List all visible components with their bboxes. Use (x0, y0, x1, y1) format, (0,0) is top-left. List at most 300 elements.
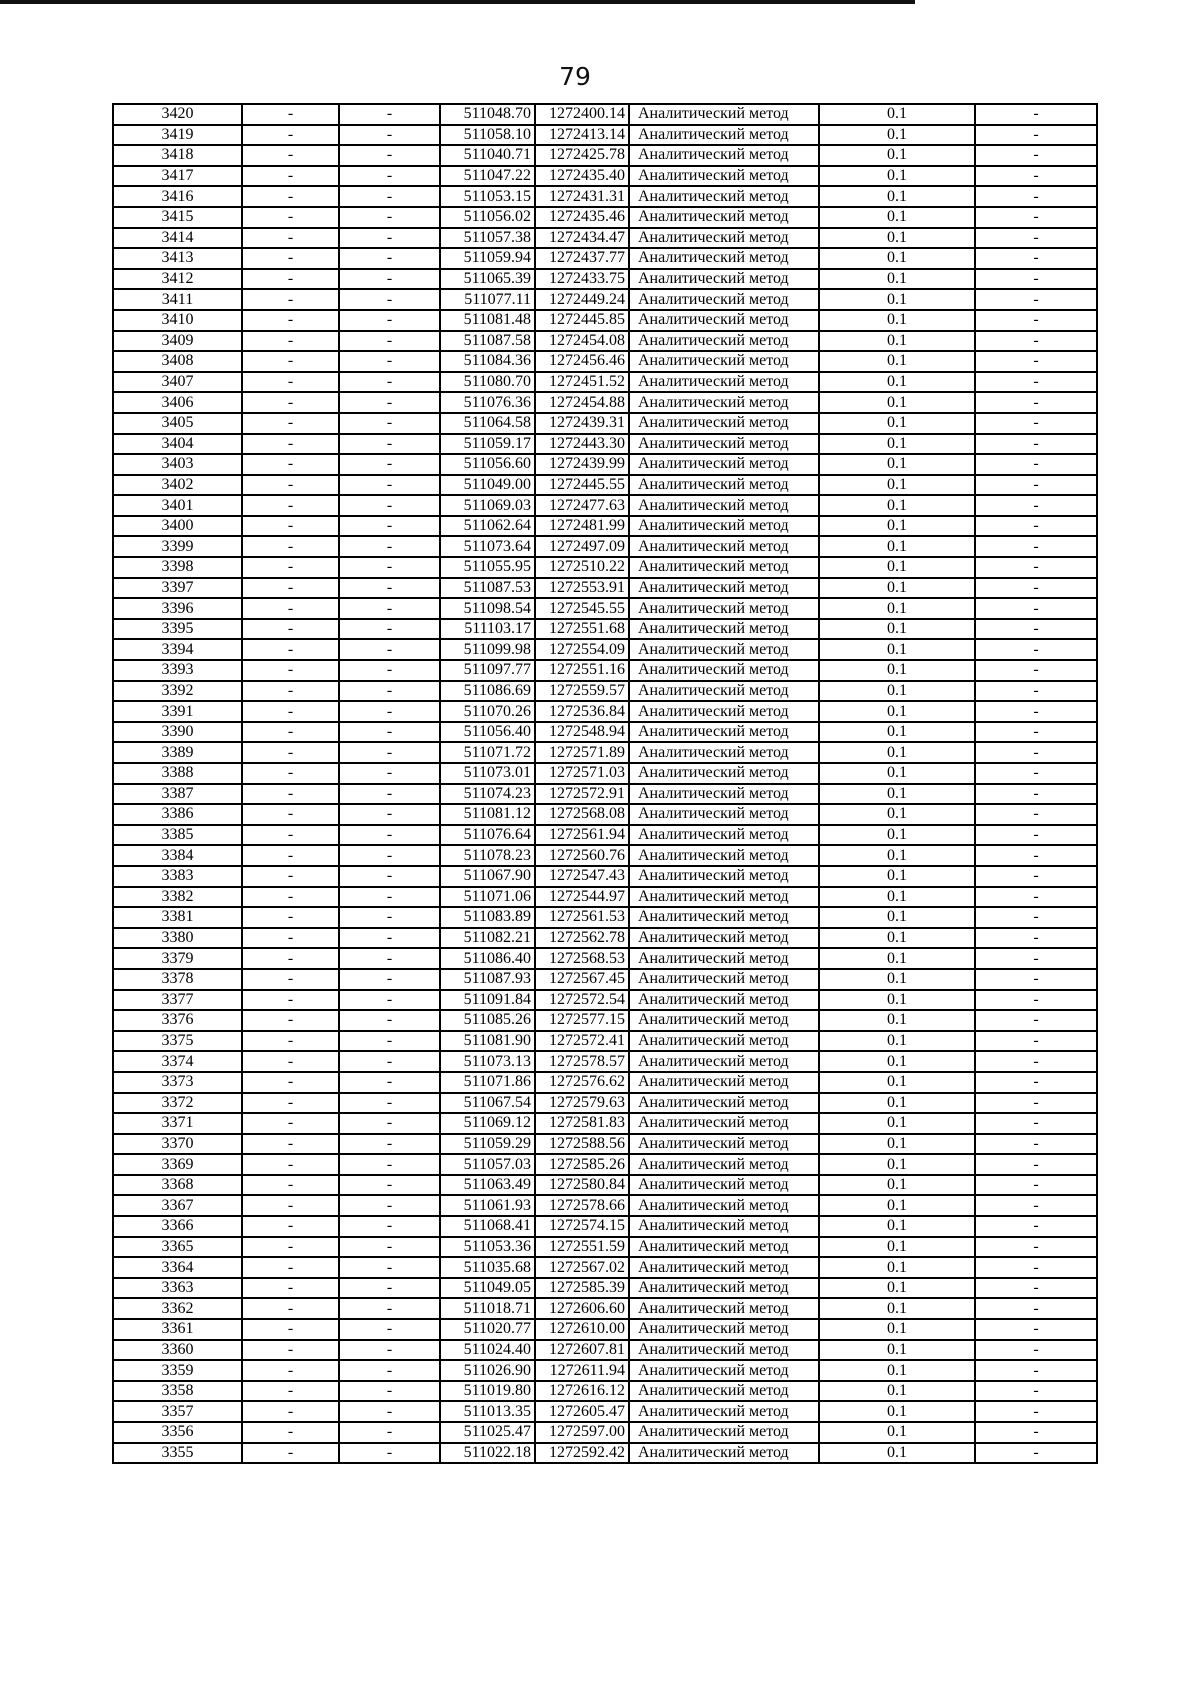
cell-method: Аналитический метод (629, 1175, 819, 1196)
cell-coordinate-y: 1272592.42 (535, 1443, 629, 1464)
cell-accuracy: 0.1 (819, 269, 975, 290)
cell-coordinate-y: 1272579.63 (535, 1093, 629, 1114)
table-row (113, 475, 1097, 496)
cell-coordinate-y: 1272454.08 (535, 331, 629, 352)
table-row (113, 1278, 1097, 1299)
cell-point-number: 3414 (113, 228, 242, 249)
cell-method: Аналитический метод (629, 1154, 819, 1175)
table-row (113, 1319, 1097, 1340)
cell-coordinate-y: 1272561.53 (535, 907, 629, 928)
cell-column-2: - (242, 186, 339, 207)
cell-method: Аналитический метод (629, 742, 819, 763)
cell-coordinate-x: 511084.36 (440, 351, 535, 372)
cell-point-number: 3403 (113, 454, 242, 475)
cell-column-2: - (242, 351, 339, 372)
cell-point-number: 3374 (113, 1051, 242, 1072)
cell-coordinate-x: 511067.54 (440, 1093, 535, 1114)
table-row (113, 722, 1097, 743)
table-row (113, 639, 1097, 660)
cell-point-number: 3418 (113, 145, 242, 166)
cell-column-3: - (339, 619, 440, 640)
cell-coordinate-x: 511078.23 (440, 845, 535, 866)
cell-coordinate-x: 511073.01 (440, 763, 535, 784)
cell-column-3: - (339, 969, 440, 990)
cell-point-number: 3397 (113, 578, 242, 599)
cell-accuracy: 0.1 (819, 166, 975, 187)
cell-column-2: - (242, 1257, 339, 1278)
cell-coordinate-x: 511069.12 (440, 1113, 535, 1134)
table-row (113, 990, 1097, 1011)
cell-point-number: 3410 (113, 310, 242, 331)
cell-method: Аналитический метод (629, 331, 819, 352)
cell-accuracy: 0.1 (819, 392, 975, 413)
cell-column-2: - (242, 1401, 339, 1422)
cell-column-2: - (242, 104, 339, 125)
cell-accuracy: 0.1 (819, 516, 975, 537)
cell-column-2: - (242, 763, 339, 784)
cell-note: - (975, 990, 1097, 1011)
cell-coordinate-y: 1272437.77 (535, 248, 629, 269)
cell-point-number: 3369 (113, 1154, 242, 1175)
cell-column-3: - (339, 907, 440, 928)
cell-coordinate-x: 511049.00 (440, 475, 535, 496)
cell-note: - (975, 1031, 1097, 1052)
cell-accuracy: 0.1 (819, 1401, 975, 1422)
cell-note: - (975, 660, 1097, 681)
cell-method: Аналитический метод (629, 1051, 819, 1072)
cell-point-number: 3400 (113, 516, 242, 537)
cell-column-2: - (242, 1134, 339, 1155)
cell-accuracy: 0.1 (819, 372, 975, 393)
cell-coordinate-x: 511024.40 (440, 1340, 535, 1361)
cell-coordinate-y: 1272551.16 (535, 660, 629, 681)
cell-coordinate-x: 511091.84 (440, 990, 535, 1011)
cell-note: - (975, 104, 1097, 125)
cell-column-2: - (242, 166, 339, 187)
cell-point-number: 3382 (113, 887, 242, 908)
cell-column-3: - (339, 310, 440, 331)
table-row (113, 1010, 1097, 1031)
cell-column-2: - (242, 454, 339, 475)
cell-accuracy: 0.1 (819, 948, 975, 969)
cell-point-number: 3408 (113, 351, 242, 372)
cell-point-number: 3385 (113, 825, 242, 846)
cell-column-2: - (242, 310, 339, 331)
cell-method: Аналитический метод (629, 1257, 819, 1278)
cell-coordinate-y: 1272560.76 (535, 845, 629, 866)
table-row (113, 1072, 1097, 1093)
cell-coordinate-x: 511056.40 (440, 722, 535, 743)
cell-method: Аналитический метод (629, 681, 819, 702)
cell-column-3: - (339, 845, 440, 866)
cell-column-2: - (242, 557, 339, 578)
cell-method: Аналитический метод (629, 289, 819, 310)
cell-column-3: - (339, 516, 440, 537)
cell-note: - (975, 928, 1097, 949)
cell-accuracy: 0.1 (819, 1278, 975, 1299)
table-row (113, 1031, 1097, 1052)
cell-column-2: - (242, 969, 339, 990)
cell-accuracy: 0.1 (819, 310, 975, 331)
table-row (113, 557, 1097, 578)
cell-note: - (975, 948, 1097, 969)
cell-note: - (975, 804, 1097, 825)
cell-point-number: 3391 (113, 701, 242, 722)
cell-accuracy: 0.1 (819, 866, 975, 887)
cell-coordinate-y: 1272572.91 (535, 784, 629, 805)
cell-point-number: 3393 (113, 660, 242, 681)
cell-accuracy: 0.1 (819, 125, 975, 146)
cell-coordinate-y: 1272400.14 (535, 104, 629, 125)
cell-coordinate-y: 1272597.00 (535, 1422, 629, 1443)
cell-point-number: 3415 (113, 207, 242, 228)
cell-coordinate-y: 1272559.57 (535, 681, 629, 702)
cell-coordinate-x: 511074.23 (440, 784, 535, 805)
cell-coordinate-y: 1272567.45 (535, 969, 629, 990)
cell-coordinate-x: 511056.02 (440, 207, 535, 228)
cell-coordinate-x: 511053.36 (440, 1237, 535, 1258)
cell-column-2: - (242, 413, 339, 434)
cell-column-2: - (242, 660, 339, 681)
cell-coordinate-y: 1272578.57 (535, 1051, 629, 1072)
cell-accuracy: 0.1 (819, 1072, 975, 1093)
cell-coordinate-y: 1272544.97 (535, 887, 629, 908)
table-row (113, 1257, 1097, 1278)
cell-accuracy: 0.1 (819, 1237, 975, 1258)
cell-column-2: - (242, 516, 339, 537)
table-row (113, 866, 1097, 887)
cell-coordinate-x: 511080.70 (440, 372, 535, 393)
cell-coordinate-y: 1272445.85 (535, 310, 629, 331)
cell-note: - (975, 454, 1097, 475)
table-row (113, 145, 1097, 166)
cell-coordinate-x: 511053.15 (440, 186, 535, 207)
cell-accuracy: 0.1 (819, 1093, 975, 1114)
cell-method: Аналитический метод (629, 536, 819, 557)
cell-note: - (975, 845, 1097, 866)
cell-column-3: - (339, 331, 440, 352)
cell-method: Аналитический метод (629, 166, 819, 187)
cell-coordinate-x: 511059.17 (440, 434, 535, 455)
cell-note: - (975, 1072, 1097, 1093)
cell-coordinate-y: 1272616.12 (535, 1381, 629, 1402)
cell-column-2: - (242, 1360, 339, 1381)
cell-column-2: - (242, 331, 339, 352)
cell-column-3: - (339, 784, 440, 805)
cell-coordinate-x: 511070.26 (440, 701, 535, 722)
cell-accuracy: 0.1 (819, 763, 975, 784)
cell-column-3: - (339, 825, 440, 846)
cell-coordinate-x: 511063.49 (440, 1175, 535, 1196)
table-row (113, 310, 1097, 331)
cell-point-number: 3375 (113, 1031, 242, 1052)
cell-coordinate-x: 511026.90 (440, 1360, 535, 1381)
cell-coordinate-y: 1272425.78 (535, 145, 629, 166)
table-row (113, 331, 1097, 352)
cell-method: Аналитический метод (629, 434, 819, 455)
cell-column-2: - (242, 475, 339, 496)
cell-method: Аналитический метод (629, 804, 819, 825)
cell-column-2: - (242, 1298, 339, 1319)
table-row (113, 969, 1097, 990)
cell-column-2: - (242, 845, 339, 866)
cell-coordinate-y: 1272454.88 (535, 392, 629, 413)
cell-column-3: - (339, 454, 440, 475)
cell-method: Аналитический метод (629, 1278, 819, 1299)
cell-coordinate-y: 1272547.43 (535, 866, 629, 887)
cell-coordinate-x: 511057.38 (440, 228, 535, 249)
cell-coordinate-x: 511013.35 (440, 1401, 535, 1422)
cell-coordinate-x: 511081.12 (440, 804, 535, 825)
cell-method: Аналитический метод (629, 351, 819, 372)
cell-column-3: - (339, 248, 440, 269)
cell-column-2: - (242, 289, 339, 310)
cell-coordinate-x: 511087.58 (440, 331, 535, 352)
cell-coordinate-y: 1272605.47 (535, 1401, 629, 1422)
cell-column-3: - (339, 351, 440, 372)
cell-coordinate-y: 1272551.68 (535, 619, 629, 640)
cell-accuracy: 0.1 (819, 681, 975, 702)
cell-point-number: 3381 (113, 907, 242, 928)
cell-column-2: - (242, 1340, 339, 1361)
cell-coordinate-x: 511067.90 (440, 866, 535, 887)
cell-column-3: - (339, 722, 440, 743)
cell-method: Аналитический метод (629, 392, 819, 413)
cell-coordinate-x: 511085.26 (440, 1010, 535, 1031)
table-row (113, 104, 1097, 125)
cell-accuracy: 0.1 (819, 104, 975, 125)
cell-point-number: 3371 (113, 1113, 242, 1134)
cell-method: Аналитический метод (629, 866, 819, 887)
cell-accuracy: 0.1 (819, 907, 975, 928)
cell-note: - (975, 1195, 1097, 1216)
cell-note: - (975, 1340, 1097, 1361)
cell-column-2: - (242, 578, 339, 599)
cell-accuracy: 0.1 (819, 413, 975, 434)
cell-column-2: - (242, 248, 339, 269)
cell-point-number: 3405 (113, 413, 242, 434)
cell-note: - (975, 742, 1097, 763)
cell-accuracy: 0.1 (819, 331, 975, 352)
cell-column-3: - (339, 928, 440, 949)
cell-point-number: 3383 (113, 866, 242, 887)
cell-coordinate-y: 1272445.55 (535, 475, 629, 496)
cell-column-2: - (242, 1154, 339, 1175)
cell-column-3: - (339, 269, 440, 290)
cell-accuracy: 0.1 (819, 1298, 975, 1319)
cell-accuracy: 0.1 (819, 825, 975, 846)
cell-method: Аналитический метод (629, 372, 819, 393)
cell-method: Аналитический метод (629, 598, 819, 619)
cell-method: Аналитический метод (629, 1216, 819, 1237)
cell-column-2: - (242, 1443, 339, 1464)
cell-coordinate-y: 1272585.39 (535, 1278, 629, 1299)
cell-coordinate-x: 511082.21 (440, 928, 535, 949)
cell-accuracy: 0.1 (819, 495, 975, 516)
cell-point-number: 3376 (113, 1010, 242, 1031)
cell-coordinate-y: 1272611.94 (535, 1360, 629, 1381)
cell-method: Аналитический метод (629, 228, 819, 249)
cell-method: Аналитический метод (629, 125, 819, 146)
cell-column-2: - (242, 784, 339, 805)
cell-coordinate-x: 511022.18 (440, 1443, 535, 1464)
cell-method: Аналитический метод (629, 784, 819, 805)
cell-method: Аналитический метод (629, 475, 819, 496)
cell-column-2: - (242, 1195, 339, 1216)
cell-coordinate-y: 1272449.24 (535, 289, 629, 310)
cell-column-3: - (339, 660, 440, 681)
cell-method: Аналитический метод (629, 1010, 819, 1031)
cell-accuracy: 0.1 (819, 1340, 975, 1361)
cell-method: Аналитический метод (629, 1072, 819, 1093)
cell-note: - (975, 907, 1097, 928)
cell-point-number: 3392 (113, 681, 242, 702)
cell-column-3: - (339, 475, 440, 496)
cell-column-2: - (242, 392, 339, 413)
cell-accuracy: 0.1 (819, 1175, 975, 1196)
cell-accuracy: 0.1 (819, 578, 975, 599)
cell-accuracy: 0.1 (819, 248, 975, 269)
cell-column-2: - (242, 536, 339, 557)
cell-column-2: - (242, 125, 339, 146)
cell-point-number: 3364 (113, 1257, 242, 1278)
cell-column-3: - (339, 639, 440, 660)
cell-note: - (975, 413, 1097, 434)
cell-column-2: - (242, 1237, 339, 1258)
cell-note: - (975, 1175, 1097, 1196)
page-number: 79 (559, 62, 591, 91)
cell-point-number: 3373 (113, 1072, 242, 1093)
table-row (113, 763, 1097, 784)
cell-coordinate-x: 511097.77 (440, 660, 535, 681)
cell-accuracy: 0.1 (819, 557, 975, 578)
cell-note: - (975, 1237, 1097, 1258)
cell-point-number: 3395 (113, 619, 242, 640)
cell-coordinate-y: 1272434.47 (535, 228, 629, 249)
cell-note: - (975, 639, 1097, 660)
cell-note: - (975, 1216, 1097, 1237)
cell-column-3: - (339, 1195, 440, 1216)
cell-column-2: - (242, 1216, 339, 1237)
cell-coordinate-x: 511056.60 (440, 454, 535, 475)
cell-column-2: - (242, 701, 339, 722)
cell-accuracy: 0.1 (819, 887, 975, 908)
cell-point-number: 3363 (113, 1278, 242, 1299)
cell-column-2: - (242, 1010, 339, 1031)
cell-method: Аналитический метод (629, 1340, 819, 1361)
cell-accuracy: 0.1 (819, 639, 975, 660)
cell-coordinate-y: 1272578.66 (535, 1195, 629, 1216)
cell-column-2: - (242, 866, 339, 887)
cell-column-3: - (339, 125, 440, 146)
cell-note: - (975, 619, 1097, 640)
table-row (113, 1216, 1097, 1237)
cell-note: - (975, 784, 1097, 805)
table-row (113, 413, 1097, 434)
cell-point-number: 3420 (113, 104, 242, 125)
cell-column-2: - (242, 145, 339, 166)
cell-accuracy: 0.1 (819, 742, 975, 763)
table-row (113, 598, 1097, 619)
table-row (113, 804, 1097, 825)
table-row (113, 228, 1097, 249)
cell-column-3: - (339, 804, 440, 825)
cell-coordinate-x: 511077.11 (440, 289, 535, 310)
cell-accuracy: 0.1 (819, 1381, 975, 1402)
cell-column-3: - (339, 1360, 440, 1381)
cell-coordinate-x: 511071.06 (440, 887, 535, 908)
cell-coordinate-x: 511069.03 (440, 495, 535, 516)
cell-column-2: - (242, 1072, 339, 1093)
cell-coordinate-x: 511081.48 (440, 310, 535, 331)
cell-method: Аналитический метод (629, 1319, 819, 1340)
cell-note: - (975, 1422, 1097, 1443)
cell-coordinate-y: 1272456.46 (535, 351, 629, 372)
cell-point-number: 3398 (113, 557, 242, 578)
table-row (113, 907, 1097, 928)
cell-coordinate-x: 511099.98 (440, 639, 535, 660)
table-row (113, 887, 1097, 908)
cell-accuracy: 0.1 (819, 454, 975, 475)
cell-column-3: - (339, 1093, 440, 1114)
cell-coordinate-x: 511047.22 (440, 166, 535, 187)
table-row (113, 1093, 1097, 1114)
cell-column-2: - (242, 269, 339, 290)
cell-note: - (975, 434, 1097, 455)
cell-coordinate-y: 1272572.54 (535, 990, 629, 1011)
cell-accuracy: 0.1 (819, 351, 975, 372)
cell-column-3: - (339, 990, 440, 1011)
cell-coordinate-y: 1272607.81 (535, 1340, 629, 1361)
cell-note: - (975, 248, 1097, 269)
table-row (113, 207, 1097, 228)
cell-column-3: - (339, 1443, 440, 1464)
cell-method: Аналитический метод (629, 1401, 819, 1422)
cell-coordinate-x: 511061.93 (440, 1195, 535, 1216)
cell-point-number: 3378 (113, 969, 242, 990)
cell-point-number: 3402 (113, 475, 242, 496)
cell-note: - (975, 578, 1097, 599)
cell-accuracy: 0.1 (819, 228, 975, 249)
cell-coordinate-y: 1272572.41 (535, 1031, 629, 1052)
cell-coordinate-x: 511073.13 (440, 1051, 535, 1072)
cell-column-3: - (339, 495, 440, 516)
cell-note: - (975, 1134, 1097, 1155)
cell-coordinate-y: 1272433.75 (535, 269, 629, 290)
cell-coordinate-x: 511040.71 (440, 145, 535, 166)
cell-accuracy: 0.1 (819, 598, 975, 619)
table-row (113, 248, 1097, 269)
cell-column-2: - (242, 1051, 339, 1072)
table-row (113, 619, 1097, 640)
cell-method: Аналитический метод (629, 1134, 819, 1155)
table-row (113, 166, 1097, 187)
table-row (113, 948, 1097, 969)
cell-coordinate-x: 511076.36 (440, 392, 535, 413)
cell-coordinate-x: 511018.71 (440, 1298, 535, 1319)
cell-coordinate-x: 511087.53 (440, 578, 535, 599)
table-row (113, 660, 1097, 681)
cell-column-3: - (339, 207, 440, 228)
cell-method: Аналитический метод (629, 310, 819, 331)
cell-column-3: - (339, 186, 440, 207)
cell-point-number: 3419 (113, 125, 242, 146)
cell-accuracy: 0.1 (819, 1195, 975, 1216)
table-row (113, 701, 1097, 722)
table-row (113, 495, 1097, 516)
cell-note: - (975, 701, 1097, 722)
cell-accuracy: 0.1 (819, 475, 975, 496)
